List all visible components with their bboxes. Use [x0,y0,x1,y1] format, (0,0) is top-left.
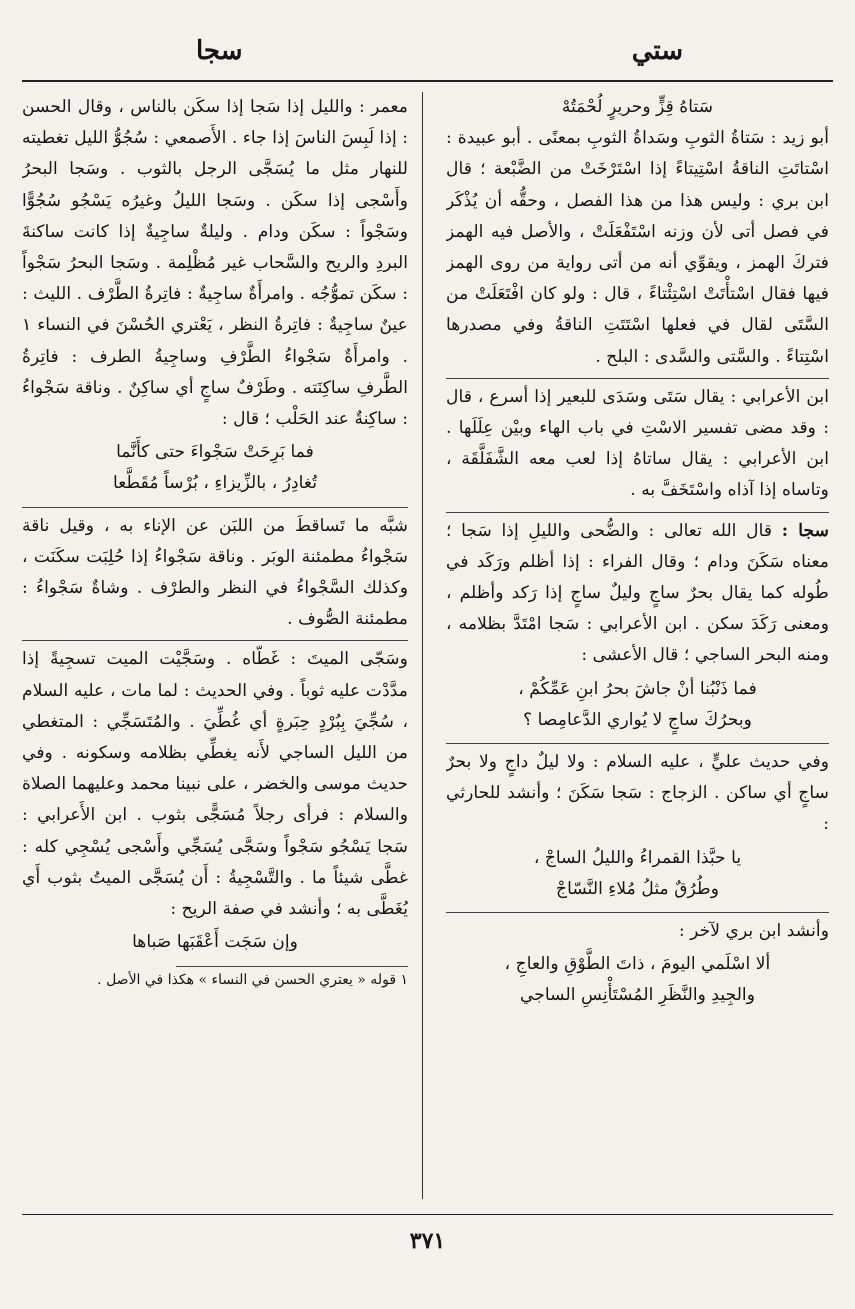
verse-line: وبحرُكَ ساجٍ لا يُواري الدَّعامِصا ؟ [523,709,752,730]
verse-line: فما ذَنْبُنا أنْ جاشَ بحرُ ابنِ عَمِّكُمْ ، [518,678,757,699]
verse-line: تُغادِرُ ، بالزِّيزاءِ ، بُرْساً مُقَطَّعا [113,473,317,494]
entry-paragraph [446,516,829,672]
footer-rule [22,1214,833,1215]
verse [22,435,408,501]
paragraph: معمر : والليل إذا سَجا إذا سكَن بالناس ، وقال الحسن : إذا لَبِسَ الناسَ إذا جاء . الأَصمعي : سُجُوُّ الليل تغطيته للنهار مثل ما يُسَجَّى الرجل بالثوب . وسَجا البحرُ وأَسْجى إذا سكَن . وسَجا الليلُ وغيرُه يَسْجُو سُجُوًّا وسَجْواً : سكَن ودام . وليلةٌ ساجِيةٌ إذا كانت ساكنةَ البردِ والريح والسَّحاب غير مُظْلِمة . وسَجا البحرُ سَجْواً : سكَن تموُّجُه . وامرأَةٌ ساجِيةٌ : فاتِرةُ الطَّرْف . الليث : عينٌ ساجِيةٌ : فاتِرةُ النظر ، يَعْتري الحُسْنَ في النساء ١ . وامرأَةٌ سَجْواءُ الطَّرْفِ وساجِيةُ الطرف : فاتِرةُ الطَّرفِ ساكِنَته . وطَرْفٌ ساجٍ أي ساكِنٌ . وناقة سَجْواءُ : ساكِنةٌ عند الحَلْب ؛ قال : [22,97,408,430]
running-header-left: سجا [196,36,243,66]
paragraph: وسَجّى الميتَ : غَطّاه . وسَجَّيْت الميت تسجِيةً إذا مدَّدْت عليه ثوباً . وفي الحديث : لما مات ، عليه السلام ، سُجِّيَ بِبُرْدٍ حِبَرةٍ أي غُطِّيَ . والمُتَسَجِّي : المتغطي من الليل الساجي لأَنه يغطِّي بظلامه وسكونه . وفي حديث موسى والخضر ، على نبينا محمد وعليهما الصلاة والسلام : فرأى رجلاً مُسَجًّى بثوب . ابن الأَعرابي : سَجا يَسْجُو سَجْواً وسَجَّى يُسَجِّي وأَسْجى يُسْجِي كله : غطَّى شيئاً ما . والتَّسْجِيةُ : أَن يُسَجَّى الميتُ بثوب أَي يُغَطَّى به ؛ وأنشد في صفة الريح : [22,649,408,920]
paragraph: وفي حديث عليٍّ ، عليه السلام : ولا ليلٌ داجٍ ولا بحرٌ ساجٍ أي ساكن . الزجاج : سَجا سَكَنَ ؛ وأنشد للحارثي : [446,752,829,835]
entry-headword: سجا : [781,520,829,541]
running-header-right: ستي [631,36,683,66]
paragraph-separator [446,912,829,913]
right-column [446,92,829,1207]
verse-line: فما بَرِحَتْ سَجْواءَ حتى كأَنَّما [116,442,314,463]
paragraph-separator [22,640,408,641]
verse [446,841,829,907]
paragraph: وأنشد ابن بري لآخر : [678,921,829,942]
verse [446,672,829,738]
footnote: ١ قوله « يعتري الحسن في النساء » هكذا في الأصل . [97,972,408,989]
paragraph-separator [446,743,829,744]
verse-fragment: سَتاهُ قِزٍّ وحريرٍ لُحْمَتُهْ [561,97,714,117]
verse-line: والجِيدِ والنَّظَرِ المُسْتَأْنِسِ الساجي [519,985,756,1006]
verse-line: يا حبَّذا القمراءُ والليلُ الساجْ ، [533,847,742,868]
column-divider [422,92,423,1199]
paragraph: ابن الأعرابي : يقال سَتَى وسَدَى للبعير إذا أسرع ، قال : وقد مضى تفسير الاسْتِ في باب الهاء وبيْن عِلَلَها . ابن الأعرابي : يقال ساتاهُ إذا لعب معه الشَّفَلَّقَة ، وتاساه إذا آذاه واسْتَخَفَّ به . [446,386,829,501]
paragraph: أبو زيد : سَتاةُ الثوبِ وسَداةُ الثوبِ بمعنًى . أبو عبيدة : اسْتاتَتِ الناقةُ اسْتِيتاءً إذا اسْتَرْخَتْ من الضَّبْعة ؛ قال ابن بري : وليس هذا من هذا الفصل ، وحقُّه أن يُذْكَر في فصل أتى لأن وزنه اسْتَفْعَلَتْ ، والأصل فيه الهمز فتركَ الهمز ، ويقوِّي أنه من أتى رواية من روى الهمز فيها فقال اسْتأْتَتْ اسْتِئْتاءً ، قال : ولو كان افْتَعَلَتْ من السَّتَى لقال في فعلها اسْتَتَتِ الناقةُ وفي مصدرها اسْتِتاءً . والسَّتى والسَّدى : البلح . [446,128,829,367]
verse-line: وطُرُقٌ مثلُ مُلاءِ النَّسّاجْ [555,878,719,899]
footnote-rule [176,966,408,967]
verse [446,947,829,1013]
entry-separator [446,512,829,513]
paragraph: شبَّه ما تَساقطَ من اللبَن عن الإناء به ، وقيل ناقة سَجْواءُ مطمئنة الوبَر . وناقة سَجْواءُ إذا حُلِبَت سكَنَت ، وكذلك السَّجْواءُ في النظر والطرْف . وشاةٌ سَجْواءُ : مطمئنة الصُّوف . [22,515,408,630]
paragraph-separator [446,378,829,379]
left-column [22,92,408,1207]
page-number: ٣٧١ [409,1228,446,1254]
verse-line: ألا اسْلَمي اليومَ ، ذاتَ الطَّوْقِ والعاجِ ، [504,954,771,975]
verse-line: وإن سَجَت أَعْقَبَها صَباها [132,932,298,953]
paragraph-separator [22,507,408,508]
entry-text: قال الله تعالى : والضُّحى والليلِ إذا سَجا ؛ معناه سَكَنَ ودام ؛ وقال الفراء : إذا أظلم ورَكَد في طُوله كما يقال بحرٌ ساجٍ وليلٌ ساجٍ إذا رَكد وأظلم ، ومعنى رَكَدَ سكن . ابن الأعرابي : سَجا امْتَدَّ بظلامه ، ومنه البحر الساجي ؛ قال الأعشى : [446,520,829,666]
header-rule [22,80,833,82]
verse [22,925,408,960]
